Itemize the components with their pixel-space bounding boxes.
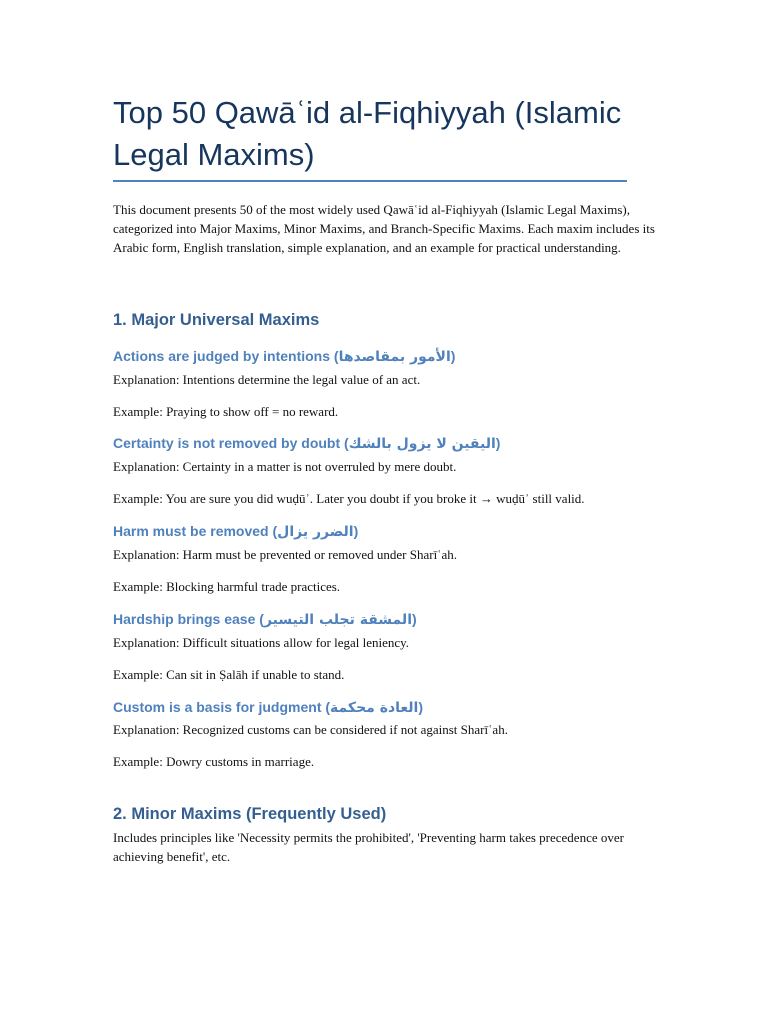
maxim-explanation: Explanation: Intentions determine the legal value of an act.	[113, 372, 421, 387]
maxim-heading: Actions are judged by intentions (الأمور بمقاصدها)	[113, 348, 456, 365]
maxim-title: Hardship brings ease	[113, 611, 256, 627]
maxim-example: Example: Blocking harmful trade practices.	[113, 579, 341, 594]
maxim-example: Example: Can sit in Ṣalāh if unable to stand.	[113, 667, 345, 682]
maxim-title: Actions are judged by intentions	[113, 348, 331, 364]
title-underline	[113, 180, 627, 182]
maxim-heading: Hardship brings ease (المشقة تجلب التيسير)	[113, 611, 417, 628]
section-heading-major: 1. Major Universal Maxims	[113, 311, 320, 329]
maxim-arabic: العادة محكمة	[330, 700, 419, 716]
maxim-explanation: Explanation: Certainty in a matter is not overruled by mere doubt.	[113, 459, 457, 474]
maxim-example: Example: You are sure you did wuḍūʾ. Later you doubt if you broke it → wuḍūʾ still valid.	[113, 491, 585, 506]
maxim-arabic: المشقة تجلب التيسير	[263, 612, 412, 628]
maxim-title: Harm must be removed	[113, 523, 269, 539]
intro-paragraph: This document presents 50 of the most widely used Qawāʿid al-Fiqhiyyah (Islamic Legal Maxims), categorized into Major Maxims, Minor Maxims, and Branch-Specific Maxims. Each maxim includes its Arabic form, English translation, simple explanation, and an example for practical understanding.	[113, 202, 655, 255]
maxim-explanation: Explanation: Recognized customs can be considered if not against Sharīʿah.	[113, 722, 508, 737]
maxim-title: Certainty is not removed by doubt	[113, 435, 341, 451]
maxim-explanation: Explanation: Difficult situations allow for legal leniency.	[113, 635, 410, 650]
document-title: Top 50 Qawāʿid al-Fiqhiyyah (Islamic Legal Maxims)	[113, 95, 622, 172]
maxim-arabic: اليقين لا يزول بالشك	[348, 436, 496, 452]
maxim-arabic: الأمور بمقاصدها	[338, 349, 451, 365]
minor-maxims-paragraph: Includes principles like 'Necessity permits the prohibited', 'Preventing harm takes precedence over achieving benefit', etc.	[113, 830, 624, 864]
maxim-example: Example: Praying to show off = no reward.	[113, 404, 339, 419]
maxim-heading: Custom is a basis for judgment (العادة محكمة)	[113, 699, 424, 716]
maxim-explanation: Explanation: Harm must be prevented or removed under Sharīʿah.	[113, 547, 458, 562]
section-heading-minor: 2. Minor Maxims (Frequently Used)	[113, 805, 387, 823]
maxim-example: Example: Dowry customs in marriage.	[113, 754, 315, 769]
maxim-title: Custom is a basis for judgment	[113, 699, 322, 715]
maxim-heading: Certainty is not removed by doubt (اليقين لا يزول بالشك)	[113, 435, 501, 452]
maxim-arabic: الضرر يزال	[277, 524, 354, 540]
maxim-heading: Harm must be removed (الضرر يزال)	[113, 523, 359, 540]
